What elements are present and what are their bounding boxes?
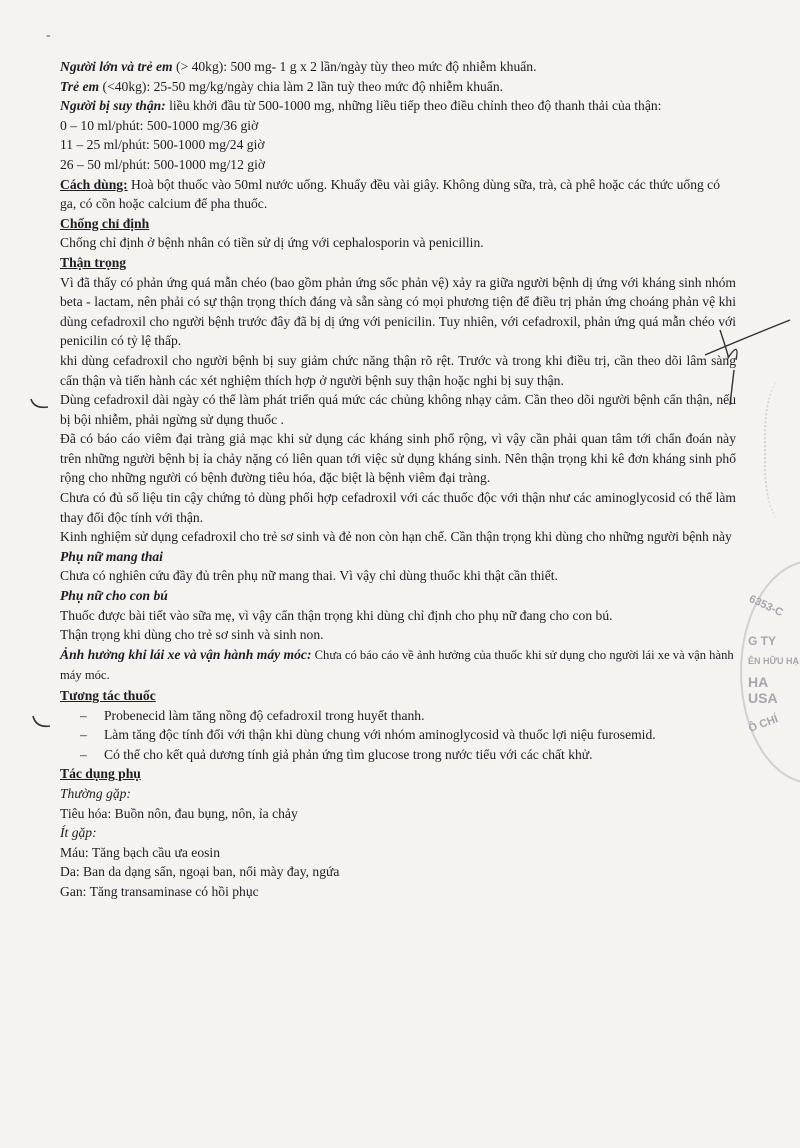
dosage-renal: Người bị suy thận: liều khởi đầu từ 500-1000 mg, những liều tiếp theo điều chỉnh theo độ thanh thải của thận: [60, 98, 662, 114]
contraindications-heading: Chống chỉ định [60, 215, 150, 231]
stamp-text: Ô CHÍ [746, 713, 780, 735]
child-label: Trẻ em [60, 78, 100, 94]
side-effect-item: Máu: Tăng bạch cầu ưa eosin [60, 844, 220, 860]
precautions-paragraph: khi dùng cefadroxil cho người bệnh bị suy giảm chức năng thận rõ rệt. Trước và trong khi điều trị, cần theo dõi lâm sàng cẩn thận và tiến hành các xét nghiệm thích hợp ở người bệnh suy thận hoặc nghi bị suy thận. [60, 352, 736, 388]
dosage-child: Trẻ em (<40kg): 25-50 mg/kg/ngày chia làm 2 lần tuỳ theo mức độ nhiễm khuẩn. [60, 78, 504, 94]
driving-label: Ảnh hưởng khi lái xe và vận hành máy móc: [60, 646, 312, 662]
interactions-heading: Tương tác thuốc [60, 688, 156, 703]
side-effect-item: Gan: Tăng transaminase có hồi phục [60, 883, 259, 899]
precautions-paragraph: Đã có báo cáo viêm đại tràng giả mạc khi sử dụng các kháng sinh phổ rộng, vì vậy cần phải quan tâm tới chẩn đoán này trên những người bệnh bị ỉa chảy nặng có liên quan tới việc sử dụng kháng sinh. Nên thận trọng khi kê đơn kháng sinh phổ rộng cho những người có bệnh đường tiêu hóa, đặc biệt là bệnh viêm đại tràng. [60, 431, 736, 486]
side-effects-heading: Tác dụng phụ [60, 766, 141, 782]
list-item: – Probenecid làm tăng nồng độ cefadroxil trong huyết thanh. [80, 706, 736, 726]
list-item: – Làm tăng độc tính đối với thận khi dùng chung với nhóm aminoglycosid và thuốc lợi niệu furosemid. [80, 725, 736, 745]
renal-dose-row: 0 – 10 ml/phút: 500-1000 mg/36 giờ [60, 117, 259, 133]
scan-mark: - [46, 28, 51, 43]
rare-label: Ít gặp: [60, 825, 97, 841]
list-item: – Có thể cho kết quả dương tính giả phản ứng tìm glucose trong nước tiểu với các chất khử. [80, 745, 736, 765]
stamp-edge [764, 380, 800, 520]
renal-label: Người bị suy thận: [60, 98, 166, 114]
lactation-line: Thận trọng khi dùng cho trẻ sơ sinh và sinh non. [60, 627, 324, 643]
pregnancy-heading: Phụ nữ mang thai [60, 548, 163, 564]
pregnancy-text: Chưa có nghiên cứu đầy đủ trên phụ nữ mang thai. Vì vậy chỉ dùng thuốc khi thật cần thiết. [60, 568, 558, 584]
lactation-line: Thuốc được bài tiết vào sữa mẹ, vì vậy cẩn thận trọng khi dùng chỉ định cho phụ nữ đang cho con bú. [60, 607, 613, 623]
usage: Cách dùng: Hoà bột thuốc vào 50ml nước uống. Khuấy đều vài giây. Không dùng sữa, trà, cà phê hoặc các thức uống có ga, có cồn hoặc calcium để pha thuốc. [60, 176, 721, 212]
side-effect-item: Da: Ban da dạng sẩn, ngoại ban, nổi mày đay, ngứa [60, 864, 340, 880]
company-stamp [740, 560, 800, 784]
precautions-heading: Thận trọng [60, 254, 127, 270]
driving-effects: Ảnh hưởng khi lái xe và vận hành máy móc: Chưa có báo cáo về ảnh hưởng của thuốc khi sử dụng cho người lái xe và vận hành máy móc. [60, 646, 734, 683]
precautions-paragraph: Dùng cefadroxil dài ngày có thể làm phát triển quá mức các chủng không nhạy cảm. Cần theo dõi người bệnh cẩn thận, nếu bị bội nhiễm, phải ngừng sử dụng thuốc . [60, 392, 736, 427]
document-body [60, 57, 736, 902]
side-effect-item: Tiêu hóa: Buồn nôn, đau bụng, nôn, ỉa chảy [60, 805, 298, 821]
stamp-text: G TY [748, 634, 777, 648]
common-label: Thường gặp: [60, 785, 131, 801]
precautions-paragraph: Chưa có đủ số liệu tin cậy chứng tỏ dùng phối hợp cefadroxil với các thuốc độc với thận như các aminoglycosid có thể làm thay đổi độc tính với thận. [60, 490, 736, 525]
precautions-paragraph: Kinh nghiệm sử dụng cefadroxil cho trẻ sơ sinh và đẻ non còn hạn chế. Cần thận trọng khi dùng cho những người bệnh này [60, 529, 732, 545]
renal-dose-row: 11 – 25 ml/phút: 500-1000 mg/24 giờ [60, 137, 265, 153]
renal-dose-row: 26 – 50 ml/phút: 500-1000 mg/12 giờ [60, 156, 266, 172]
stamp-text: ÊN HỮU HẠ [748, 656, 799, 666]
stamp-text: HA USA [748, 674, 778, 706]
contraindications-text: Chống chỉ định ở bệnh nhân có tiền sử dị ứng với cephalosporin và penicillin. [60, 235, 484, 251]
interactions-list [60, 706, 736, 765]
dosage-adult: Người lớn và trẻ em (> 40kg): 500 mg- 1 g x 2 lần/ngày tùy theo mức độ nhiễm khuẩn. [60, 59, 537, 74]
stamp-text: 6353-C [747, 592, 785, 620]
adult-label: Người lớn và trẻ em [60, 59, 173, 74]
lactation-heading: Phụ nữ cho con bú [60, 588, 168, 604]
precautions-paragraph: Vì đã thấy có phản ứng quá mẫn chéo (bao gồm phản ứng sốc phản vệ) xảy ra giữa người bệnh dị ứng với kháng sinh nhóm beta - lactam, nên phải có sự thận trọng thích đáng và sẵn sàng có mọi phương tiện để điều trị phản ứng choáng phản vệ khi dùng cefadroxil cho người bệnh trước đây đã bị dị ứng với penicilin. Tuy nhiên, với cefadroxil, phản ứng quá mẫn chéo với penicilin có tỷ lệ thấp. [60, 274, 736, 349]
usage-label: Cách dùng: [60, 176, 128, 192]
margin-tick-mark [28, 395, 52, 415]
margin-tick-mark [30, 712, 54, 734]
